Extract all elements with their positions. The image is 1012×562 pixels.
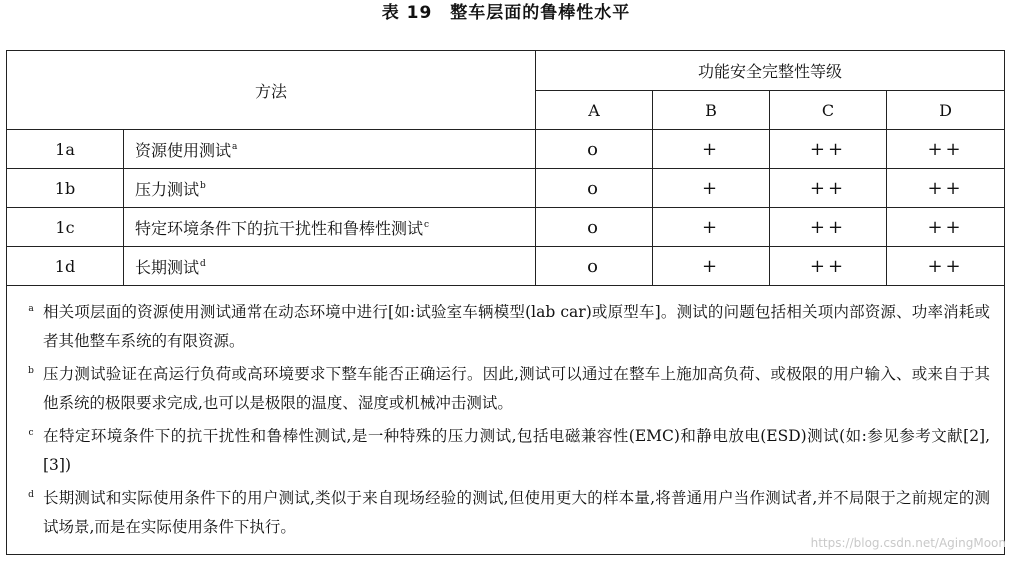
level-header-b: B [653,91,770,130]
table-row [7,208,1005,247]
footnote-ref: a [232,142,238,153]
footnote-letter: c [28,428,34,438]
mark-c: ++ [770,208,887,247]
method-name-text: 资源使用测试 [135,140,232,160]
table-row [7,169,1005,208]
mark-a: o [536,130,653,169]
mark-a: o [536,169,653,208]
method-name [124,247,536,286]
mark-b: + [653,169,770,208]
level-header-a: A [536,91,653,130]
method-id: 1b [7,169,124,208]
footnote-ref: b [200,181,206,192]
mark-b: + [653,247,770,286]
footnote-text: 压力测试验证在高运行负荷或高环境要求下整车能否正确运行。因此,测试可以通过在整车上施加高负荷、或极限的用户输入、或来自于其他系统的极限要求完成,也可以是极限的温度、湿度或机械冲击测试。 [43,365,991,412]
footnotes-cell [7,286,1005,555]
mark-a: o [536,208,653,247]
footnote-letter: a [28,304,34,314]
mark-a: o [536,247,653,286]
method-id: 1d [7,247,124,286]
method-name [124,208,536,247]
method-name-text: 压力测试 [135,179,200,199]
method-id: 1a [7,130,124,169]
footnote-item [19,422,990,480]
table-row [7,130,1005,169]
mark-d: ++ [887,247,1005,286]
method-name-text: 特定环境条件下的抗干扰性和鲁棒性测试 [135,218,424,238]
footnote-letter: d [28,490,34,500]
mark-b: + [653,208,770,247]
footnote-ref: d [200,259,206,270]
mark-d: ++ [887,130,1005,169]
footnotes-row [7,286,1005,555]
method-id: 1c [7,208,124,247]
mark-c: ++ [770,247,887,286]
robustness-table [6,50,1005,555]
asil-group-header: 功能安全完整性等级 [536,51,1005,91]
footnote-letter: b [28,366,34,376]
method-header: 方法 [7,51,536,130]
mark-d: ++ [887,208,1005,247]
footnote-text: 相关项层面的资源使用测试通常在动态环境中进行[如:试验室车辆模型(lab car)或原型车]。测试的问题包括相关项内部资源、功率消耗或者其他整车系统的有限资源。 [43,303,991,350]
method-name [124,169,536,208]
level-header-d: D [887,91,1005,130]
footnote-item [19,484,990,542]
method-name-text: 长期测试 [135,257,200,277]
level-header-c: C [770,91,887,130]
table-title: 表 19 整车层面的鲁棒性水平 [381,3,631,23]
footnote-text: 长期测试和实际使用条件下的用户测试,类似于来自现场经验的测试,但使用更大的样本量,将普通用户当作测试者,并不局限于之前规定的测试场景,而是在实际使用条件下执行。 [43,489,991,536]
method-name [124,130,536,169]
mark-d: ++ [887,169,1005,208]
mark-c: ++ [770,130,887,169]
footnote-ref: c [424,220,430,231]
footnote-item [19,298,990,356]
table-row [7,247,1005,286]
footnote-text: 在特定环境条件下的抗干扰性和鲁棒性测试,是一种特殊的压力测试,包括电磁兼容性(EMC)和静电放电(ESD)测试(如:参见参考文献[2],[3]) [43,427,991,474]
mark-c: ++ [770,169,887,208]
footnote-item [19,360,990,418]
watermark: https://blog.csdn.net/AgingMoon [810,536,1006,550]
mark-b: + [653,130,770,169]
